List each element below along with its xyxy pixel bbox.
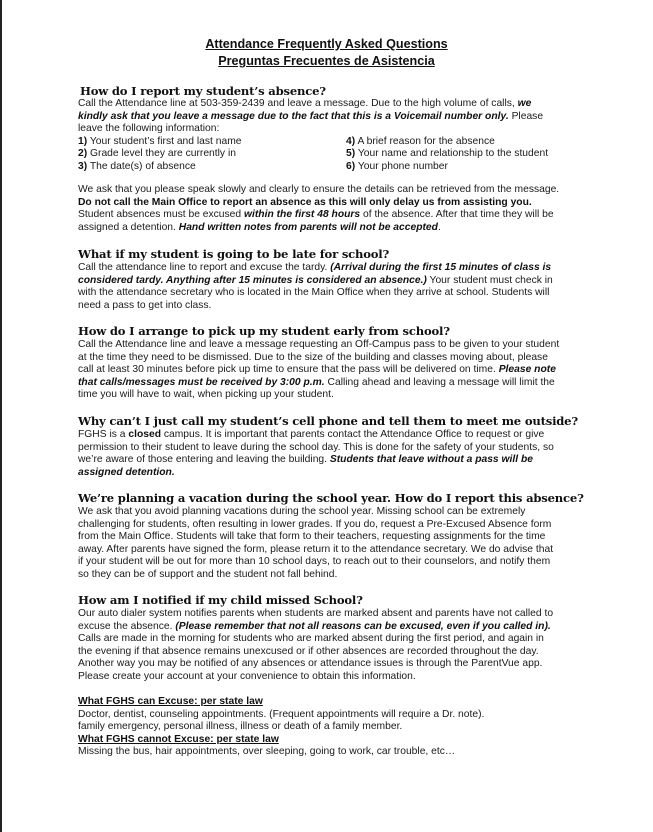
title-spanish: Preguntas Frecuentes de Asistencia <box>218 54 435 68</box>
body-line: kindly ask that you leave a message due to the fact that this is a Voicemail number only. Please <box>78 110 544 122</box>
body-line: Call the Attendance line and leave a message requesting an Off-Campus pass to be given to your student <box>78 339 560 350</box>
page-left-border <box>0 0 2 832</box>
body-line: need a pass to get into class. <box>78 299 212 311</box>
body-line: Another way you may be notified of any absences or attendance issues is through the ParentVue app. <box>78 658 543 669</box>
body-line: so they can be of support and the student not fall behind. <box>78 568 338 580</box>
body-line: excuse the absence. (Please remember that not all reasons can be excused, even if you called in). <box>78 620 551 632</box>
body-line: with the attendance secretary who is located in the Main Office when they arrive at school. Students will <box>78 287 550 298</box>
title-english: Attendance Frequently Asked Questions <box>205 37 448 51</box>
body-line: if your student will be out for more than 10 school days, to reach out to their counselors, and notify them <box>78 556 551 567</box>
body-line: FGHS is a closed campus. It is important that parents contact the Attendance Office to request or give <box>78 429 545 440</box>
info-list-item: 4) A brief reason for the absence <box>346 135 495 147</box>
body-line: time you will have to wait, when picking up your student. <box>78 389 334 400</box>
body-line: We ask that you please speak slowly and clearly to ensure the details can be retrieved from the message. <box>78 184 560 195</box>
body-line: that calls/messages must be received by 3:00 p.m. Calling ahead and leaving a message will limit the <box>78 376 555 388</box>
section-heading: How am I notified if my child missed School? <box>78 593 363 607</box>
body-line: from the Main Office. Students will take that form to their teachers, requesting assignments for the time <box>78 531 546 542</box>
cannot-excuse-line: Missing the bus, hair appointments, over sleeping, going to work, car trouble, etc… <box>78 746 456 757</box>
body-line: away. After parents have signed the form, please return it to the attendance secretary. We do advise that <box>78 543 554 555</box>
body-line: We ask that you avoid planning vacations during the school year. Missing school can be extremely <box>78 506 526 517</box>
info-list-item: 2) Grade level they are currently in <box>78 148 236 159</box>
body-line: leave the following information: <box>78 123 220 134</box>
info-list-item: 6) Your phone number <box>346 160 448 172</box>
body-line: assigned a detention. Hand written notes from parents will not be accepted. <box>78 221 441 233</box>
cannot-excuse-heading: What FGHS cannot Excuse: per state law <box>78 733 279 745</box>
section-heading: Why can’t I just call my student’s cell phone and tell them to meet me outside? <box>78 414 578 428</box>
body-line: Student absences must be excused within the first 48 hours of the absence. After that time they will be <box>78 209 554 220</box>
body-line: at the time they need to be dismissed. Due to the size of the building and classes moving about, please <box>78 351 548 363</box>
section-heading: How do I arrange to pick up my student early from school? <box>78 324 450 338</box>
body-line: we’re aware of those entering and leaving the building. Students that leave without a pass will be <box>78 454 533 465</box>
body-line: the evening if that absence remains unexcused or if other absences are recorded throughout the day. <box>78 645 539 657</box>
can-excuse-line: Doctor, dentist, counseling appointments. (Frequent appointments will require a Dr. note). <box>78 708 485 720</box>
body-line: Our auto dialer system notifies parents when students are marked absent and parents have not called to <box>78 608 554 619</box>
can-excuse-heading: What FGHS can Excuse: per state law <box>78 696 263 707</box>
body-line: Call the Attendance line at 503-359-2439 and leave a message. Due to the high volume of calls, we <box>78 98 532 109</box>
info-list-item: 5) Your name and relationship to the student <box>346 148 549 159</box>
body-line: Calls are made in the morning for students who are marked absent during the first period, and again in <box>78 633 544 644</box>
can-excuse-line: family emergency, personal illness, illness or death of a family member. <box>78 721 403 732</box>
body-line: permission to their student to leave during the school day. This is done for the safety of your students, so <box>78 441 554 453</box>
section-heading: What if my student is going to be late for school? <box>78 247 390 261</box>
body-line: assigned detention. <box>78 466 175 478</box>
info-list-item: 3) The date(s) of absence <box>78 160 196 172</box>
body-line: challenging for students, often resulting in lower grades. If you do, request a Pre-Excused Absence form <box>78 518 552 530</box>
body-line-warning: Do not call the Main Office to report an absence as this will only delay us from assisting you. <box>78 196 532 208</box>
section-heading: How do I report my student’s absence? <box>80 84 326 98</box>
body-line: considered tardy. Anything after 15 minutes is considered an absence.) Your student must check in <box>78 274 553 286</box>
section-heading: We’re planning a vacation during the school year. How do I report this absence? <box>78 491 584 505</box>
body-line: Call the attendance line to report and excuse the tardy. (Arrival during the first 15 minutes of class is <box>78 262 552 273</box>
body-line: call at least 30 minutes before pick up time to ensure that the pass will be delivered on time. Please note <box>78 364 556 375</box>
info-list-item: 1) Your student’s first and last name <box>78 135 242 147</box>
body-line: Please create your account at your convenience to obtain this information. <box>78 670 416 682</box>
